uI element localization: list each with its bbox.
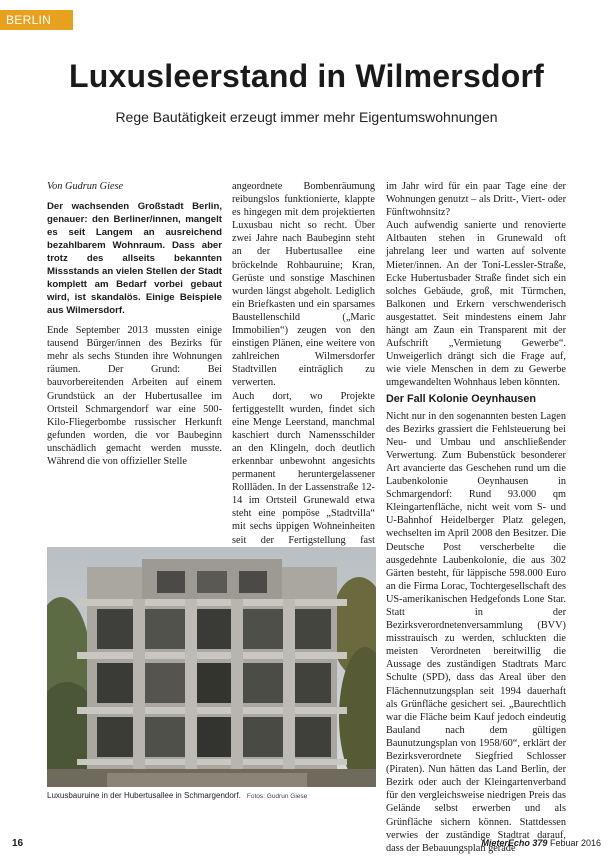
- body-paragraph: im Jahr wird für ein paar Tage eine der Wohnungen genutzt – als Dritt-, Viert- oder Fünftwohnsitz?: [386, 181, 566, 219]
- article-headline: Luxusleerstand in Wilmersdorf: [69, 58, 544, 94]
- page-number: 16: [12, 838, 24, 849]
- body-paragraph: Nicht nur in den sogenannten besten Lagen des Bezirks grassiert die Fehlsteuerung bei Neu- und Umbau und anschließender Verwertung. Zum Bubenstück besonderer Art avancierte das Geschehen rund um die Laubenkolonie Oeynhausen in Schmargendorf: Rund 93.000 qm Kleingartenfläche, nicht weit vom S- und U-Bahnhof Heidelberger Platz gelegen, wechselten im April 2008 den Besitzer. Die Deutsche Post verscherbelte die ausgedehnte Laubenkolonie, die aus 302 Gärten besteht, für läppische 598.000 Euro an die Firma Lorac, Tochtergesellschaft des US-amerikanischen Hedgefonds Lone Star. Statt in der Bezirksverordnetenversammlung (BVV) misstrauisch zu werden, schluckten die meisten Verordneten bereitwillig die Aussage des zuständigen Stadtrats Marc Schulte (SPD), dass das Areal über den Flächennutzungsplan seit 1994 dauerhaft als Grünfläche gesichert sei. „Baurechtlich war die Fläche beim Kauf jedoch eindeutig Bauland nach dem gültigen Baunutzungsplan von 1958/60“, erklärt der Bezirksverordnete Siegfried Schlosser (Piraten). Nun hätten das Land Berlin, der Bezirk oder auch der Kleingartenverband für den vergleichsweise niedrigen Preis das Gelände selbst erwerben und als Grünfläche sichern können. Stattdessen verwies der zuständige Stadtrat darauf, dass der Bebauungsplan gerade: [386, 410, 566, 854]
- body-paragraph: Ende September 2013 mussten einige tausend Bürger/innen des Bezirks für mehr als sechs Stunden ihre Wohnungen räumen. Der Grund: Bei bauvorbereitenden Arbeiten auf einem Grundstück an der Hubertusallee im Ortsteil Schmargendorf war eine 500-Kilo-Fliegerbombe russischer Herkunft gefunden worden, die vor Baubeginn unschädlich gemacht werden musste. Während die von offizieller Stelle: [47, 325, 222, 468]
- article-subheadline: Rege Bautätigkeit erzeugt immer mehr Eigentumswohnungen: [115, 109, 498, 125]
- body-paragraph: angeordnete Bombenräumung reibungslos funktionierte, klappte es hingegen mit dem projektierten Luxusbau nicht so recht. Über zwei Jahre nach Baubeginn steht an der Hubertusallee eine bröckelnde Rohbauruine; Kran, Gerüste und sonstige Maschinen wurden längst abgeholt. Lediglich ein Briefkasten und ein sparsames Baustellenschild („Maric Immobilien“) zeugen von den einstigen Plänen, eine weitere von zahlreichen Wilmersdorfer Stadtvillen einträglich zu verwerten.: [232, 181, 375, 389]
- magazine-name: MieterEcho 379: [481, 838, 548, 848]
- column-2: [232, 180, 375, 560]
- body-paragraph: Auch aufwendig sanierte und renovierte Altbauten stehen in Grunewald oft jahrelang leer und warten auf solvente Mieter/innen. An der Toni-Lessler-Straße, Ecke Hubertusbader Straße findet sich ein solches Gebäude, groß, mit Türmchen, Balkonen und Erkern verschwenderisch ausgestattet. Seit mindestens einem Jahr hängt am Zaun ein Transparent mit der Aufschrift „Vermietung Gewerbe“. Unweigerlich drängt sich die Frage auf, wie viele Menschen in dem zu Gewerbe umgewandelten Wohnhaus leben könnten.: [386, 220, 566, 389]
- section-heading: Der Fall Kolonie Oeynhausen: [386, 392, 536, 405]
- caption-text: Luxusbauruine in der Hubertusallee in Schmargendorf.: [47, 791, 241, 800]
- section-tag: BERLIN: [0, 10, 73, 30]
- building-ruin-photo: [47, 547, 376, 787]
- footer-issue: [481, 838, 601, 848]
- issue-date: Febuar 2016: [549, 838, 601, 848]
- body-paragraph: Auch dort, wo Projekte fertiggestellt wurden, findet sich eine Menge Leerstand, manchmal kaschiert durch Namensschilder an den Klingeln, doch deutlich erkennbar unbewohnt angesichts permanent heruntergelassener Rollläden. In der Lassenstraße 12-14 im Ortsteil Grunewald etwa steht eine pompöse „Stadtvilla“ mit sechs üppigen Wohneinheiten seit der Fertigstellung fast: [232, 390, 375, 546]
- column-1: [47, 180, 222, 468]
- photo-credit: Fotos: Gudrun Giese: [246, 793, 308, 800]
- byline: Von Gudrun Giese: [47, 181, 124, 192]
- column-3: [386, 180, 566, 855]
- photo-caption: [47, 791, 307, 800]
- lead-paragraph: Der wachsenden Großstadt Berlin, genauer: den Berliner/innen, mangelt es seit Langem an ausreichend bezahlbarem Wohnraum. Dass aber trotz des allseits bekannten Missstands an vielen Stellen der Stadt komplett am Bedarf vorbei gebaut wird, ist skandalös. Einige Beispiele aus Wilmersdorf.: [47, 201, 222, 317]
